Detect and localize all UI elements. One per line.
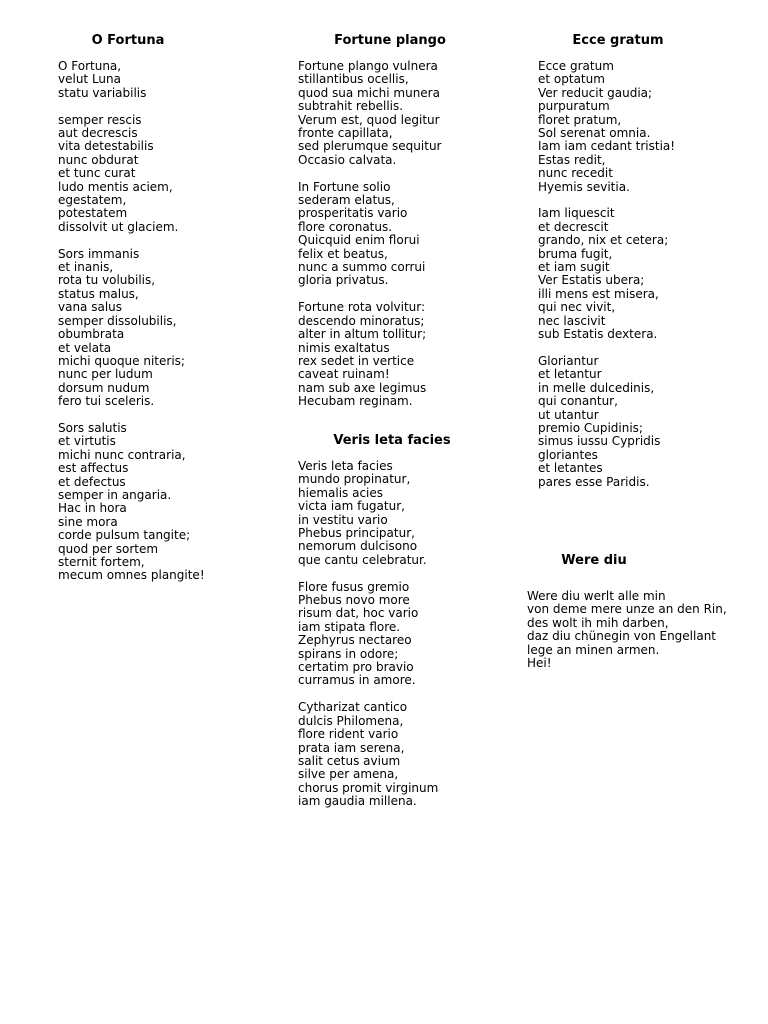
poem-veris-leta-facies [298, 460, 438, 809]
verse-line: des wolt ih mih darben, [527, 615, 669, 630]
verse-line: nimis exaltatus [298, 340, 390, 355]
verse-line: Were diu werlt alle min [527, 589, 666, 603]
verse-line: est affectus [58, 461, 129, 476]
verse-line: spirans in odore; [298, 646, 399, 661]
verse-line: certatim pro bravio [298, 660, 414, 675]
verse-line: risum dat, hoc vario [298, 606, 419, 621]
verse-line: purpuratum [538, 99, 610, 114]
verse-line: Hac in hora [58, 501, 127, 516]
verse-line: dulcis Philomena, [298, 713, 404, 728]
verse-line: Occasio calvata. [298, 152, 397, 167]
verse-line: bruma fugit, [538, 246, 613, 261]
verse-line: Flore fusus gremio [298, 579, 410, 594]
verse-line: prosperitatis vario [298, 206, 408, 221]
poem-title-o-fortuna: O Fortuna [91, 33, 165, 48]
stanza [298, 60, 441, 167]
verse-line: qui nec vivit, [538, 300, 616, 315]
verse-line: nec lascivit [538, 313, 606, 328]
verse-line: sederam elatus, [298, 193, 395, 208]
verse-line: Sors salutis [58, 420, 127, 435]
verse-line: iam stipata flore. [298, 619, 401, 634]
verse-line: Ecce gratum [538, 59, 614, 73]
stanza [298, 701, 438, 808]
verse-line: lege an minen armen. [527, 642, 660, 657]
stanza [538, 355, 675, 489]
verse-line: ludo mentis aciem, [58, 179, 173, 194]
poem-fortune-plango [298, 60, 441, 409]
verse-line: Zephyrus nectareo [298, 633, 412, 648]
verse-line: mecum omnes plangite! [58, 568, 205, 583]
verse-line: semper dissolubilis, [58, 313, 177, 328]
poem-ecce-gratum [538, 60, 675, 489]
verse-line: Hecubam reginam. [298, 394, 413, 409]
verse-line: Ver reducit gaudia; [538, 85, 653, 100]
verse-line: subtrahit rebellis. [298, 99, 404, 114]
verse-line: rota tu volubilis, [58, 273, 156, 288]
verse-line: chorus promit virginum [298, 780, 439, 795]
verse-line: O Fortuna, [58, 59, 122, 73]
verse-line: in vestitu vario [298, 512, 388, 527]
verse-line: salit cetus avium [298, 753, 401, 768]
verse-line: curramus in amore. [298, 673, 416, 688]
verse-line: Phebus principatur, [298, 526, 415, 541]
poem-title-were-diu: Were diu [561, 553, 627, 568]
verse-line: velut Luna [58, 72, 121, 87]
verse-line: daz diu chünegin von Engellant [527, 629, 717, 644]
verse-line: et letantur [538, 367, 602, 382]
verse-line: Verum est, quod legitur [298, 112, 440, 127]
verse-line: flore coronatus. [298, 219, 393, 234]
verse-line: et decrescit [538, 219, 609, 234]
verse-line: ut utantur [538, 407, 599, 422]
verse-line: et virtutis [58, 434, 116, 449]
verse-line: mundo propinatur, [298, 472, 411, 487]
verse-line: quod per sortem [58, 541, 159, 556]
poem-title-fortune-plango: Fortune plango [334, 33, 446, 48]
stanza [538, 207, 675, 341]
verse-line: Fortune rota volvitur: [298, 300, 426, 315]
verse-line: victa iam fugatur, [298, 499, 405, 514]
verse-line: quod sua michi munera [298, 85, 440, 100]
stanza [538, 60, 675, 194]
stanza [527, 590, 727, 670]
verse-line: alter in altum tollitur; [298, 327, 427, 342]
stanza [58, 60, 205, 100]
verse-line: felix et beatus, [298, 246, 388, 261]
verse-line: corde pulsum tangite; [58, 528, 191, 543]
stanza [298, 581, 438, 688]
verse-line: fero tui sceleris. [58, 394, 155, 409]
verse-line: obumbrata [58, 327, 125, 342]
verse-line: semper in angaria. [58, 487, 172, 502]
verse-line: semper rescis [58, 112, 142, 127]
verse-line: statu variabilis [58, 85, 147, 100]
verse-line: Hyemis sevitia. [538, 179, 630, 194]
verse-line: flore rident vario [298, 727, 399, 742]
verse-line: sed plerumque sequitur [298, 139, 442, 154]
verse-line: dissolvit ut glaciem. [58, 219, 179, 234]
verse-line: michi quoque niteris; [58, 353, 185, 368]
verse-line: et velata [58, 340, 112, 355]
verse-line: vana salus [58, 300, 123, 315]
verse-line: descendo minoratus; [298, 313, 425, 328]
verse-line: nunc recedit [538, 166, 613, 181]
poem-title-ecce-gratum: Ecce gratum [572, 33, 664, 48]
verse-line: Quicquid enim florui [298, 233, 420, 248]
verse-line: et letantes [538, 461, 603, 476]
verse-line: Sol serenat omnia. [538, 126, 651, 141]
verse-line: Iam liquescit [538, 206, 615, 221]
verse-line: In Fortune solio [298, 179, 391, 194]
stanza [298, 460, 438, 567]
verse-line: Estas redit, [538, 152, 606, 167]
poem-title-veris-leta-facies: Veris leta facies [333, 433, 451, 448]
verse-line: et tunc curat [58, 166, 136, 181]
verse-line: prata iam serena, [298, 740, 405, 755]
verse-line: illi mens est misera, [538, 286, 659, 301]
verse-line: rex sedet in vertice [298, 353, 415, 368]
verse-line: qui conantur, [538, 394, 618, 409]
poem-o-fortuna [58, 60, 205, 583]
verse-line: sub Estatis dextera. [538, 327, 658, 342]
verse-line: dorsum nudum [58, 380, 150, 395]
verse-line: Cytharizat cantico [298, 700, 408, 715]
verse-line: grando, nix et cetera; [538, 233, 669, 248]
verse-line: pares esse Paridis. [538, 474, 650, 489]
verse-line: egestatem, [58, 193, 127, 208]
stanza [58, 114, 205, 235]
stanza [298, 301, 441, 408]
verse-line: potestatem [58, 206, 128, 221]
verse-line: et inanis, [58, 260, 114, 275]
verse-line: stillantibus ocellis, [298, 72, 409, 87]
verse-line: iam gaudia millena. [298, 794, 417, 809]
verse-line: Iam iam cedant tristia! [538, 139, 676, 154]
verse-line: et optatum [538, 72, 605, 87]
verse-line: silve per amena, [298, 767, 399, 782]
verse-line: simus iussu Cypridis [538, 434, 661, 449]
verse-line: sine mora [58, 514, 118, 529]
verse-line: Hei! [527, 656, 552, 671]
verse-line: nam sub axe legimus [298, 380, 427, 395]
verse-line: in melle dulcedinis, [538, 380, 655, 395]
verse-line: sternit fortem, [58, 554, 145, 569]
stanza [298, 181, 441, 288]
verse-line: Sors immanis [58, 246, 140, 261]
verse-line: hiemalis acies [298, 485, 384, 500]
verse-line: Gloriantur [538, 353, 599, 368]
poem-were-diu [527, 590, 727, 670]
verse-line: nemorum dulcisono [298, 539, 418, 554]
verse-line: Phebus novo more [298, 593, 410, 608]
verse-line: nunc per ludum [58, 367, 153, 382]
verse-line: Veris leta facies [298, 459, 393, 473]
verse-line: floret pratum, [538, 112, 622, 127]
verse-line: Ver Estatis ubera; [538, 273, 645, 288]
verse-line: que cantu celebratur. [298, 552, 427, 567]
verse-line: vita detestabilis [58, 139, 154, 154]
verse-line: et iam sugit [538, 260, 610, 275]
verse-line: status malus, [58, 286, 139, 301]
verse-line: aut decrescis [58, 126, 138, 141]
verse-line: nunc obdurat [58, 152, 139, 167]
verse-line: fronte capillata, [298, 126, 393, 141]
verse-line: Fortune plango vulnera [298, 59, 438, 73]
stanza [58, 248, 205, 409]
stanza [58, 422, 205, 583]
verse-line: michi nunc contraria, [58, 447, 186, 462]
verse-line: nunc a summo corrui [298, 260, 426, 275]
verse-line: von deme mere unze an den Rin, [527, 602, 727, 617]
verse-line: premio Cupidinis; [538, 420, 643, 435]
verse-line: gloriantes [538, 447, 598, 462]
verse-line: et defectus [58, 474, 126, 489]
verse-line: caveat ruinam! [298, 367, 390, 382]
verse-line: gloria privatus. [298, 273, 389, 288]
